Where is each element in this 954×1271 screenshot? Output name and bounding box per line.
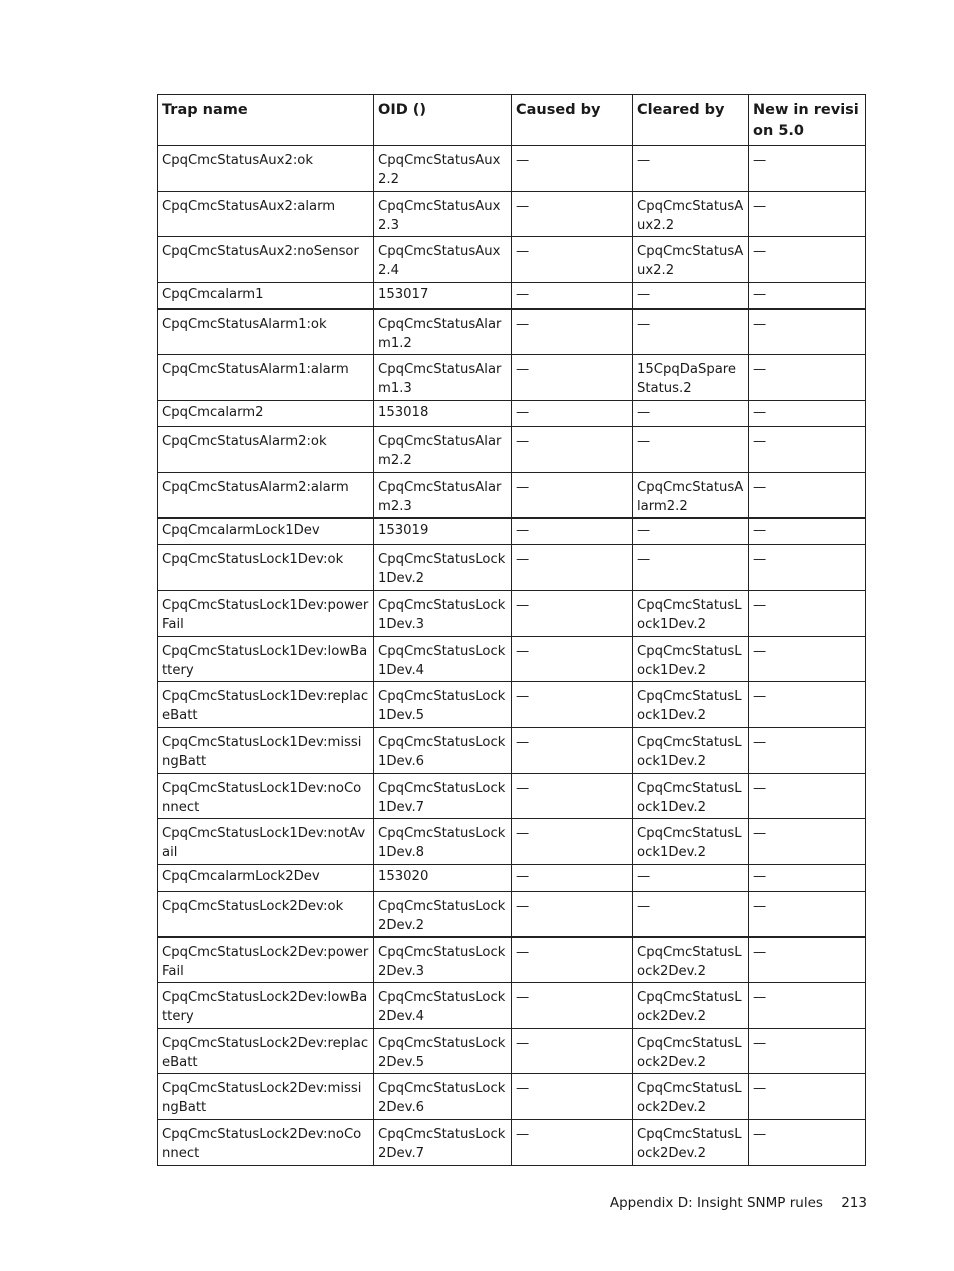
table-row	[158, 191, 866, 237]
cell-caused-by: —	[512, 983, 633, 1029]
cell-new-in-revision: —	[749, 773, 866, 819]
cell-oid: CpqCmcStatusLock1Dev.3	[374, 591, 512, 637]
table-row	[158, 937, 866, 983]
cell-cleared-by: —	[633, 283, 749, 310]
cell-trap-name: CpqCmcStatusLock1Dev:noConnect	[158, 773, 374, 819]
cell-caused-by: —	[512, 1028, 633, 1074]
cell-trap-name: CpqCmcStatusAux2:noSensor	[158, 237, 374, 283]
header-caused-by: Caused by	[512, 95, 633, 146]
cell-new-in-revision: —	[749, 983, 866, 1029]
table-row	[158, 865, 866, 892]
cell-trap-name: CpqCmcStatusAlarm1:ok	[158, 309, 374, 355]
table-row	[158, 427, 866, 473]
cell-cleared-by: CpqCmcStatusLock2Dev.2	[633, 1074, 749, 1120]
cell-oid: CpqCmcStatusLock2Dev.4	[374, 983, 512, 1029]
table-row	[158, 983, 866, 1029]
cell-new-in-revision: —	[749, 1074, 866, 1120]
cell-new-in-revision: —	[749, 427, 866, 473]
cell-oid: CpqCmcStatusLock1Dev.6	[374, 728, 512, 774]
cell-caused-by: —	[512, 146, 633, 192]
cell-cleared-by: —	[633, 891, 749, 937]
table-row	[158, 636, 866, 682]
cell-cleared-by: CpqCmcStatusLock1Dev.2	[633, 682, 749, 728]
cell-caused-by: —	[512, 937, 633, 983]
cell-oid: 153019	[374, 518, 512, 545]
cell-cleared-by: CpqCmcStatusAlarm2.2	[633, 473, 749, 519]
cell-cleared-by: CpqCmcStatusLock1Dev.2	[633, 819, 749, 865]
header-oid: OID ()	[374, 95, 512, 146]
cell-cleared-by: —	[633, 865, 749, 892]
cell-oid: CpqCmcStatusLock2Dev.6	[374, 1074, 512, 1120]
cell-new-in-revision: —	[749, 682, 866, 728]
table-row	[158, 682, 866, 728]
cell-new-in-revision: —	[749, 309, 866, 355]
cell-oid: CpqCmcStatusAlarm1.3	[374, 355, 512, 401]
table-row	[158, 1028, 866, 1074]
cell-cleared-by: CpqCmcStatusLock1Dev.2	[633, 773, 749, 819]
cell-caused-by: —	[512, 891, 633, 937]
cell-trap-name: CpqCmcStatusLock1Dev:ok	[158, 545, 374, 591]
cell-new-in-revision: —	[749, 636, 866, 682]
cell-caused-by: —	[512, 1120, 633, 1166]
cell-cleared-by: —	[633, 146, 749, 192]
cell-trap-name: CpqCmcStatusLock2Dev:powerFail	[158, 937, 374, 983]
cell-caused-by: —	[512, 427, 633, 473]
cell-cleared-by: —	[633, 518, 749, 545]
cell-cleared-by: CpqCmcStatusLock1Dev.2	[633, 636, 749, 682]
header-cleared-by: Cleared by	[633, 95, 749, 146]
cell-oid: CpqCmcStatusLock1Dev.7	[374, 773, 512, 819]
cell-caused-by: —	[512, 283, 633, 310]
cell-new-in-revision: —	[749, 1028, 866, 1074]
cell-trap-name: CpqCmcStatusLock2Dev:ok	[158, 891, 374, 937]
cell-trap-name: CpqCmcStatusLock2Dev:noConnect	[158, 1120, 374, 1166]
cell-cleared-by: CpqCmcStatusLock2Dev.2	[633, 983, 749, 1029]
cell-oid: CpqCmcStatusLock2Dev.5	[374, 1028, 512, 1074]
cell-cleared-by: CpqCmcStatusLock1Dev.2	[633, 728, 749, 774]
cell-trap-name: CpqCmcStatusAux2:alarm	[158, 191, 374, 237]
cell-cleared-by: —	[633, 427, 749, 473]
cell-cleared-by: —	[633, 545, 749, 591]
page-footer	[610, 1195, 867, 1211]
cell-caused-by: —	[512, 591, 633, 637]
cell-cleared-by: CpqCmcStatusAux2.2	[633, 191, 749, 237]
cell-cleared-by: CpqCmcStatusLock1Dev.2	[633, 591, 749, 637]
cell-caused-by: —	[512, 773, 633, 819]
cell-caused-by: —	[512, 1074, 633, 1120]
table-row	[158, 591, 866, 637]
cell-trap-name: CpqCmcStatusLock1Dev:replaceBatt	[158, 682, 374, 728]
cell-caused-by: —	[512, 473, 633, 519]
cell-oid: CpqCmcStatusLock2Dev.2	[374, 891, 512, 937]
table-row	[158, 773, 866, 819]
cell-new-in-revision: —	[749, 865, 866, 892]
cell-caused-by: —	[512, 355, 633, 401]
cell-oid: CpqCmcStatusAlarm2.3	[374, 473, 512, 519]
cell-cleared-by: 15CpqDaSpare Status.2	[633, 355, 749, 401]
cell-new-in-revision: —	[749, 518, 866, 545]
cell-cleared-by: —	[633, 400, 749, 427]
cell-trap-name: CpqCmcStatusLock1Dev:powerFail	[158, 591, 374, 637]
cell-trap-name: CpqCmcStatusAux2:ok	[158, 146, 374, 192]
cell-trap-name: CpqCmcStatusLock1Dev:lowBattery	[158, 636, 374, 682]
table-row	[158, 891, 866, 937]
cell-oid: 153018	[374, 400, 512, 427]
table-row	[158, 1074, 866, 1120]
cell-new-in-revision: —	[749, 400, 866, 427]
cell-caused-by: —	[512, 636, 633, 682]
table-row	[158, 309, 866, 355]
cell-oid: 153020	[374, 865, 512, 892]
table-row	[158, 146, 866, 192]
cell-new-in-revision: —	[749, 591, 866, 637]
cell-oid: CpqCmcStatusLock1Dev.5	[374, 682, 512, 728]
cell-oid: CpqCmcStatusLock2Dev.7	[374, 1120, 512, 1166]
cell-trap-name: CpqCmcStatusAlarm1:alarm	[158, 355, 374, 401]
cell-trap-name: CpqCmcStatusLock2Dev:missingBatt	[158, 1074, 374, 1120]
trap-table	[157, 94, 866, 1166]
cell-oid: CpqCmcStatusLock2Dev.3	[374, 937, 512, 983]
cell-trap-name: CpqCmcStatusAlarm2:ok	[158, 427, 374, 473]
cell-cleared-by: CpqCmcStatusLock2Dev.2	[633, 1028, 749, 1074]
cell-caused-by: —	[512, 237, 633, 283]
cell-trap-name: CpqCmcalarm1	[158, 283, 374, 310]
cell-trap-name: CpqCmcStatusLock1Dev:missingBatt	[158, 728, 374, 774]
cell-trap-name: CpqCmcStatusLock2Dev:lowBattery	[158, 983, 374, 1029]
cell-new-in-revision: —	[749, 1120, 866, 1166]
cell-caused-by: —	[512, 865, 633, 892]
cell-new-in-revision: —	[749, 146, 866, 192]
cell-oid: CpqCmcStatusAux2.4	[374, 237, 512, 283]
cell-new-in-revision: —	[749, 891, 866, 937]
cell-trap-name: CpqCmcStatusLock2Dev:replaceBatt	[158, 1028, 374, 1074]
table-row	[158, 518, 866, 545]
table-row	[158, 283, 866, 310]
table-row	[158, 237, 866, 283]
cell-cleared-by: CpqCmcStatusLock2Dev.2	[633, 937, 749, 983]
cell-caused-by: —	[512, 191, 633, 237]
cell-oid: CpqCmcStatusAux2.2	[374, 146, 512, 192]
cell-trap-name: CpqCmcStatusLock1Dev:notAvail	[158, 819, 374, 865]
cell-new-in-revision: —	[749, 355, 866, 401]
cell-new-in-revision: —	[749, 191, 866, 237]
cell-caused-by: —	[512, 309, 633, 355]
table-body	[158, 146, 866, 1166]
cell-oid: CpqCmcStatusAux2.3	[374, 191, 512, 237]
cell-cleared-by: CpqCmcStatusAux2.2	[633, 237, 749, 283]
cell-oid: CpqCmcStatusLock1Dev.8	[374, 819, 512, 865]
cell-new-in-revision: —	[749, 728, 866, 774]
cell-oid: CpqCmcStatusLock1Dev.4	[374, 636, 512, 682]
header-trap-name: Trap name	[158, 95, 374, 146]
header-new-in-revision: New in revision 5.0	[749, 95, 866, 146]
table-row	[158, 819, 866, 865]
page-number: 213	[841, 1195, 867, 1211]
cell-new-in-revision: —	[749, 937, 866, 983]
cell-trap-name: CpqCmcalarmLock1Dev	[158, 518, 374, 545]
table-row	[158, 728, 866, 774]
table-row	[158, 355, 866, 401]
cell-caused-by: —	[512, 819, 633, 865]
table-row	[158, 400, 866, 427]
footer-section-title: Appendix D: Insight SNMP rules	[609, 1195, 823, 1211]
cell-caused-by: —	[512, 545, 633, 591]
cell-oid: CpqCmcStatusAlarm1.2	[374, 309, 512, 355]
cell-new-in-revision: —	[749, 283, 866, 310]
cell-caused-by: —	[512, 728, 633, 774]
cell-new-in-revision: —	[749, 819, 866, 865]
cell-trap-name: CpqCmcStatusAlarm2:alarm	[158, 473, 374, 519]
cell-cleared-by: CpqCmcStatusLock2Dev.2	[633, 1120, 749, 1166]
cell-cleared-by: —	[633, 309, 749, 355]
cell-caused-by: —	[512, 682, 633, 728]
cell-oid: 153017	[374, 283, 512, 310]
table-header-row	[158, 95, 866, 146]
table-row	[158, 473, 866, 519]
table-row	[158, 545, 866, 591]
table-row	[158, 1120, 866, 1166]
cell-caused-by: —	[512, 518, 633, 545]
cell-oid: CpqCmcStatusLock1Dev.2	[374, 545, 512, 591]
cell-trap-name: CpqCmcalarm2	[158, 400, 374, 427]
cell-new-in-revision: —	[749, 545, 866, 591]
cell-new-in-revision: —	[749, 473, 866, 519]
cell-new-in-revision: —	[749, 237, 866, 283]
cell-trap-name: CpqCmcalarmLock2Dev	[158, 865, 374, 892]
cell-caused-by: —	[512, 400, 633, 427]
cell-oid: CpqCmcStatusAlarm2.2	[374, 427, 512, 473]
